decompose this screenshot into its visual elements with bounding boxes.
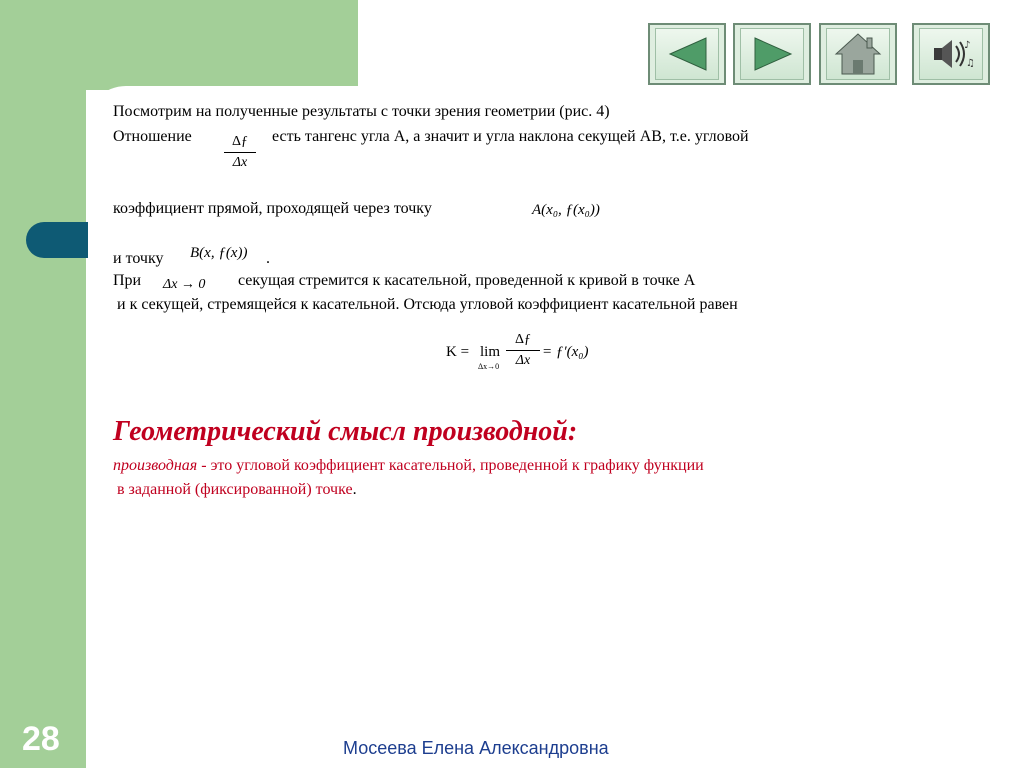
footer-author: Мосеева Елена Александровна <box>343 738 609 758</box>
body-line-4: и точку <box>113 250 164 267</box>
ratio-numerator: Δƒ <box>224 134 256 153</box>
definition-line-2-text: в заданной (фиксированной) точке <box>117 481 353 498</box>
triangle-left-icon <box>662 34 712 74</box>
k-fraction <box>506 332 540 369</box>
definition-term: производная <box>113 457 198 474</box>
limit-condition: Δx → 0 <box>163 277 206 292</box>
definition-heading: Геометрический смысл производной: <box>113 416 578 447</box>
body-line-5-prefix: При <box>113 272 142 289</box>
body-line-6: и к секущей, стремящейся к касательной. Отсюда угловой коэффициент касательной равен <box>117 296 738 313</box>
body-line-4-end: . <box>266 250 270 267</box>
body-line-2-prefix: Отношение <box>113 128 192 145</box>
svg-text:♪: ♪ <box>964 40 971 51</box>
back-button[interactable] <box>648 23 726 85</box>
body-line-1: Посмотрим на полученные результаты с точки зрения геометрии (рис. 4) <box>113 103 610 120</box>
forward-button[interactable] <box>733 23 811 85</box>
point-a-formula: A(x₀, ƒ(x₀)) <box>532 202 600 218</box>
k-rhs: = ƒ′(x₀) <box>542 344 589 360</box>
sidebar-tab <box>26 222 88 258</box>
k-numerator: Δƒ <box>506 332 540 351</box>
svg-text:♫: ♫ <box>966 58 975 69</box>
definition-text: - это угловой коэффициент касательной, проведенной к графику функции <box>197 457 704 474</box>
definition-line-2-end: . <box>352 481 357 498</box>
derivative-formula <box>446 332 606 376</box>
body-line-5-suffix: секущая стремится к касательной, проведенной к кривой в точке А <box>238 272 696 289</box>
ratio-formula <box>224 134 256 171</box>
ratio-denominator: Δx <box>232 155 248 170</box>
body-line-2-suffix: есть тангенс угла А, а значит и угла наклона секущей АВ, т.е. угловой <box>272 128 749 145</box>
top-band <box>0 0 358 90</box>
house-icon <box>833 32 883 76</box>
home-button[interactable] <box>819 23 897 85</box>
k-lim: lim <box>480 344 501 360</box>
definition-line-1 <box>113 457 704 475</box>
k-denominator: Δx <box>515 353 531 368</box>
page-number: 28 <box>22 720 60 758</box>
point-b-formula: B(x, ƒ(x)) <box>190 245 248 261</box>
sound-button[interactable] <box>912 23 990 85</box>
triangle-right-icon <box>747 34 797 74</box>
speaker-icon <box>926 32 976 76</box>
body-line-3: коэффициент прямой, проходящей через точку <box>113 200 432 217</box>
k-lim-sub: Δx→0 <box>478 362 500 371</box>
left-sidebar-band <box>0 0 86 768</box>
definition-line-2 <box>117 481 357 499</box>
k-lhs: K = <box>446 344 470 360</box>
